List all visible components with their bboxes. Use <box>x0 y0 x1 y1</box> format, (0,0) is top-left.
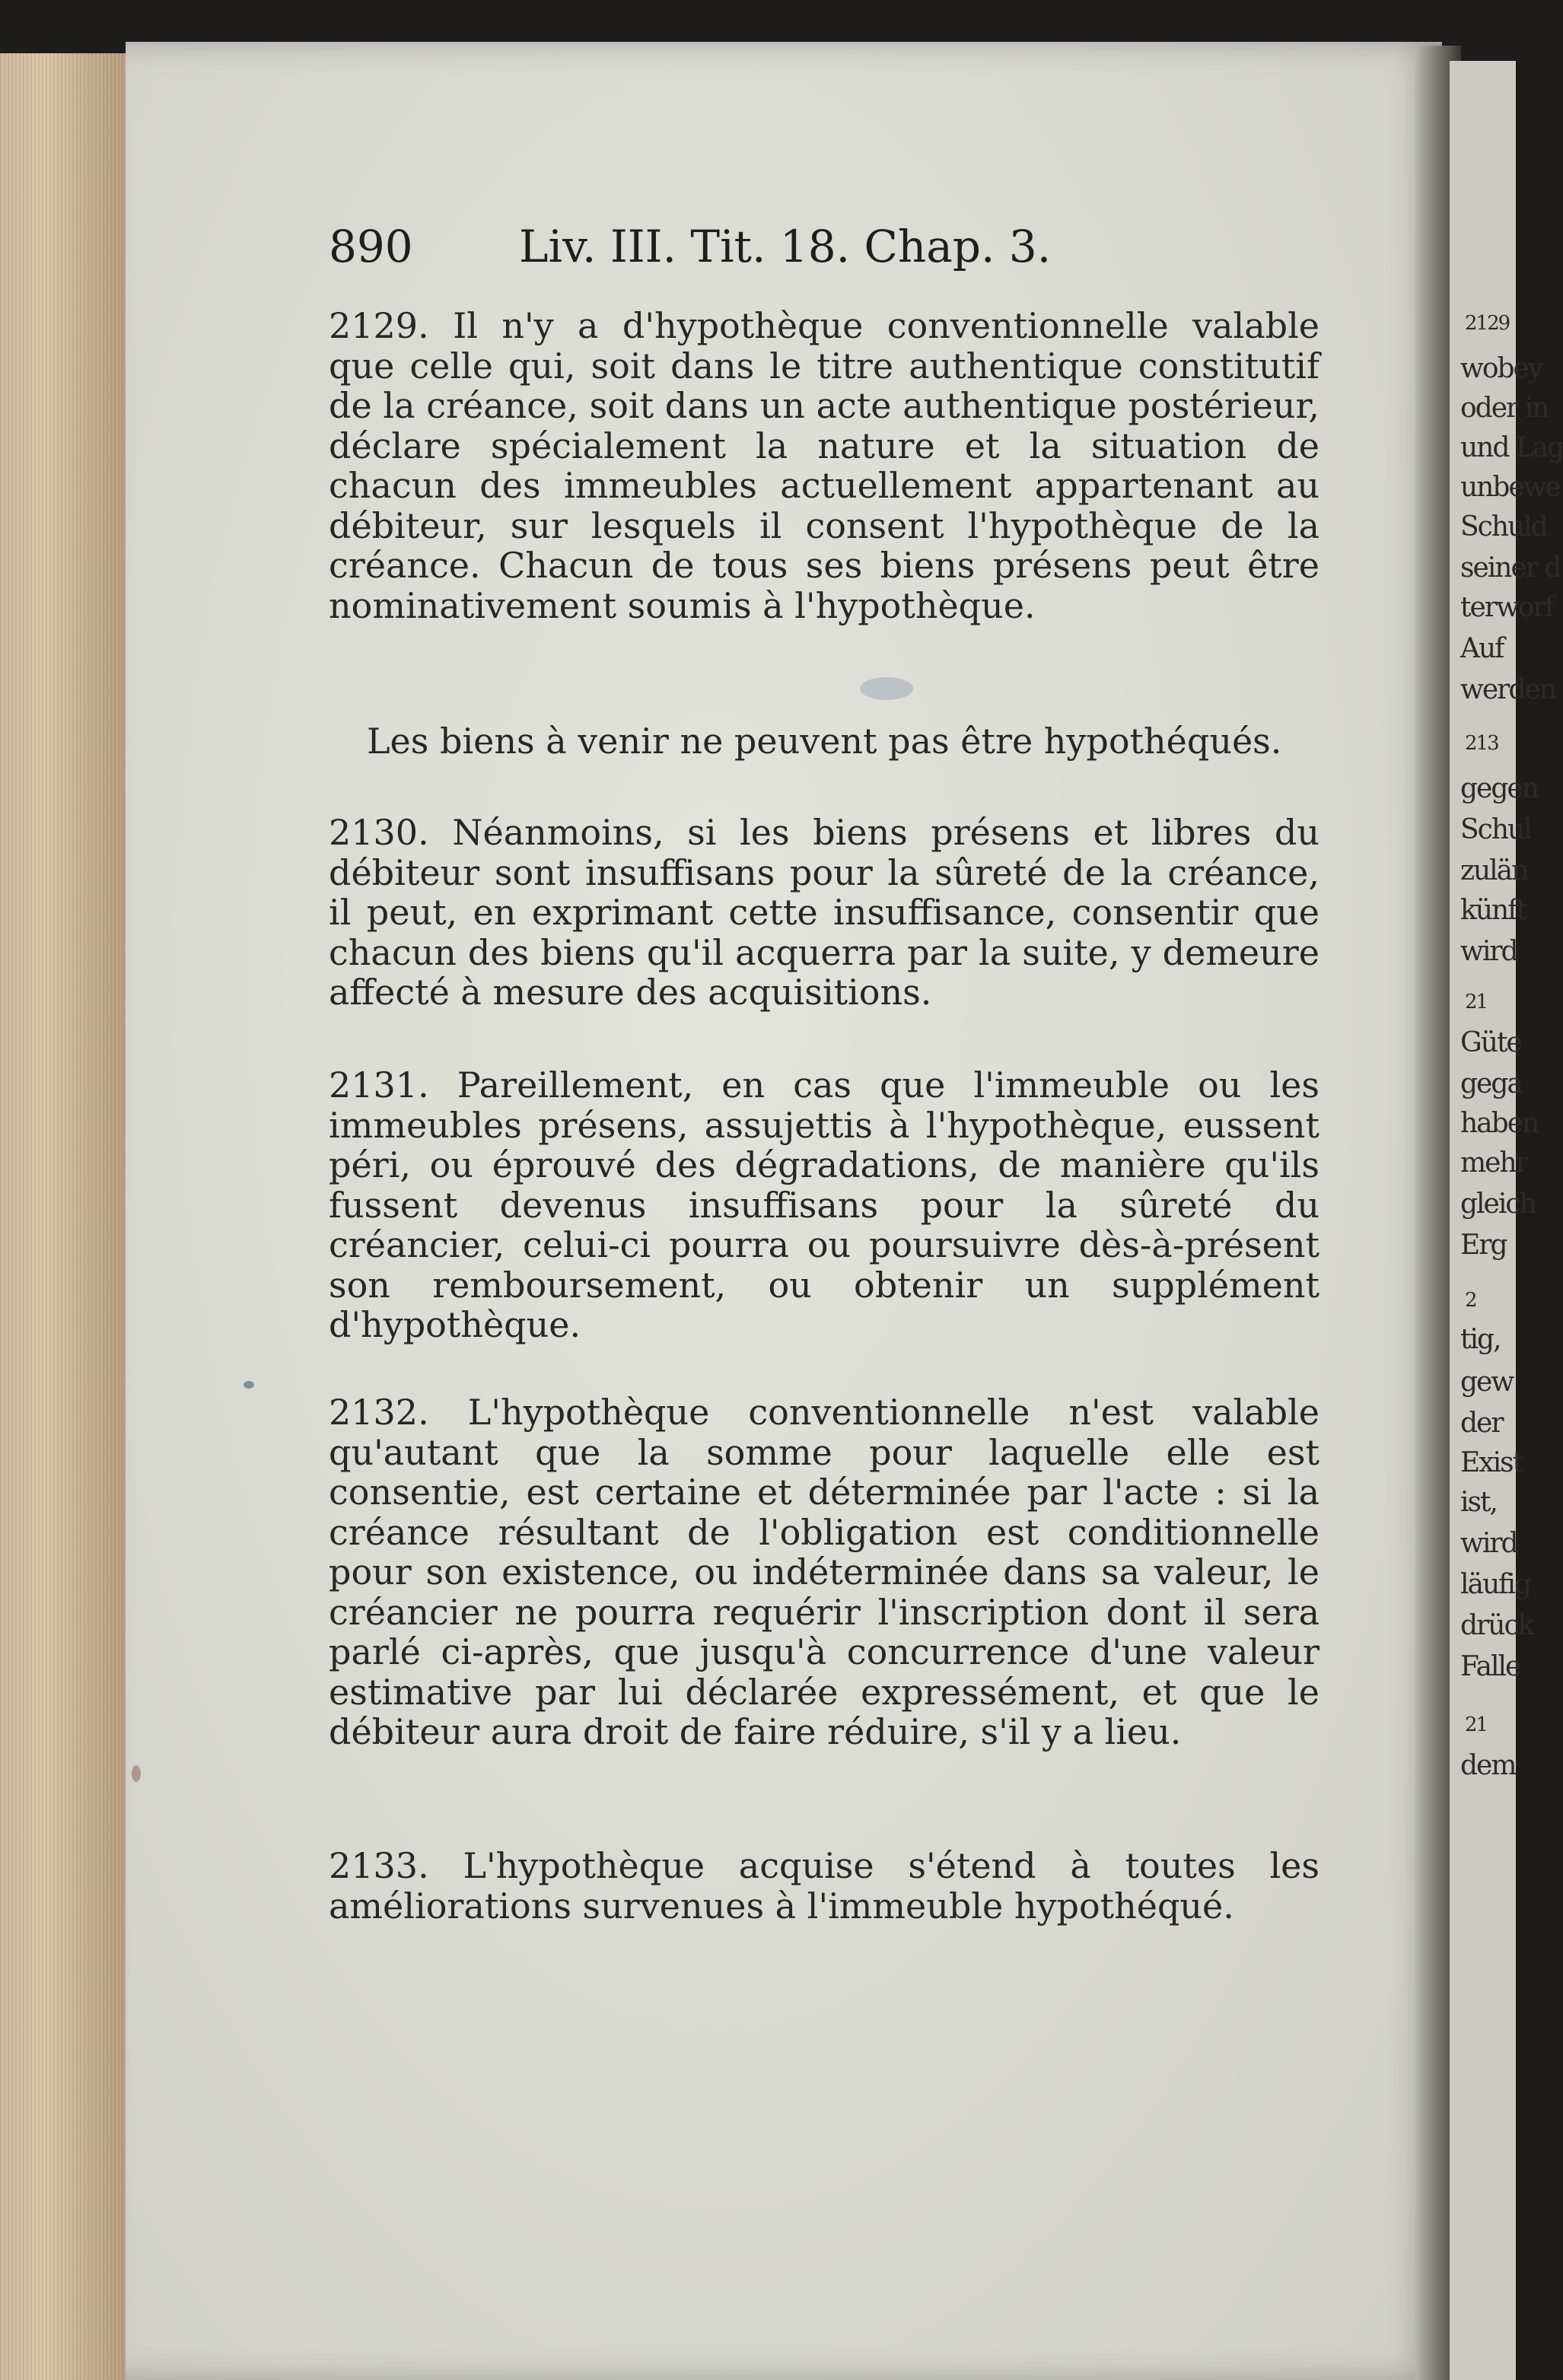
article-text: L'hypothèque conventionnelle n'est valable qu'autant que la somme pour laquelle elle est consentie, est certaine et déterminée par l'acte : si la créance résultant de l'obligation est conditionnelle pour son existence, ou indéterminée dans sa valeur, le créancier ne pourra requérir l'inscription dont il sera parlé ci-après, que jusqu'à concurrence d'une valeur estimative par lui déclarée expressément, et que le débiteur aura droit de faire réduire, s'il y a lieu. <box>329 1392 1320 1752</box>
facing-fragment: wobey <box>1460 353 1542 384</box>
facing-fragment: läufig <box>1460 1569 1531 1600</box>
running-title: Liv. III. Tit. 18. Chap. 3. <box>519 221 1052 272</box>
page-number: 890 <box>329 221 413 272</box>
facing-fragment: mehr <box>1460 1147 1527 1179</box>
article-number: 2132. <box>329 1392 429 1433</box>
article-2129 <box>329 306 1319 625</box>
article-2130 <box>329 813 1319 1013</box>
facing-fragment: wird <box>1460 1528 1517 1559</box>
facing-fragment: und Lag <box>1460 432 1563 463</box>
facing-fragment: 21 <box>1465 1713 1488 1736</box>
facing-fragment: zulän <box>1460 855 1528 886</box>
facing-fragment: 21 <box>1465 991 1488 1013</box>
facing-fragment: Erg <box>1460 1230 1507 1261</box>
facing-fragment: drück <box>1460 1610 1533 1641</box>
article-text: Les biens à venir ne peuvent pas être hypothéqués. <box>367 721 1282 762</box>
article-text: L'hypothèque acquise s'étend à toutes les améliorations survenues à l'immeuble hypothéqué. <box>329 1845 1319 1927</box>
facing-fragment: 2129 <box>1465 312 1510 335</box>
article-text: Il n'y a d'hypothèque conventionnelle valable que celle qui, soit dans le titre authentique constitutif de la créance, soit dans un acte authentique postérieur, déclare spécialement la nature et la situation de chacun des immeubles actuellement appartenant au débiteur, sur lesquels il consent l'hypothèque de la créance. Chacun de tous ses biens présens peut être nominativement soumis à l'hypothèque. <box>329 305 1320 626</box>
facing-fragment: wird <box>1460 936 1517 967</box>
facing-fragment: gleich <box>1460 1188 1536 1220</box>
facing-page <box>1450 61 1563 2380</box>
article-number: 2131. <box>329 1064 429 1106</box>
facing-fragment: werden <box>1460 674 1555 705</box>
article-2131 <box>329 1065 1319 1345</box>
facing-fragment: haben <box>1460 1108 1539 1139</box>
facing-fragment: seiner d <box>1460 552 1561 584</box>
article-2129-continuation <box>367 721 1319 762</box>
facing-fragment: Schul <box>1460 814 1531 845</box>
facing-fragment: 213 <box>1465 732 1498 755</box>
facing-fragment: Exist <box>1460 1447 1523 1478</box>
facing-fragment: 2 <box>1465 1289 1476 1312</box>
facing-fragment: Falle <box>1460 1651 1520 1682</box>
facing-fragment: künft <box>1460 895 1526 926</box>
article-text: Pareillement, en cas que l'immeuble ou les immeubles présens, assujettis à l'hypothèque, eussent péri, ou éprouvé des dégradations, de manière qu'ils fussent devenus insuffisans pour la sûreté du créancier, celui-ci pourra ou poursuivre dès-à-présent son remboursement, ou obtenir un supplément d'hypothèque. <box>329 1064 1319 1345</box>
paper-stain <box>132 1765 141 1782</box>
paper-stain <box>860 677 913 700</box>
facing-fragment: gegen <box>1460 773 1538 804</box>
book-page-edges <box>0 53 129 2380</box>
facing-fragment: oder in <box>1460 393 1549 424</box>
facing-fragment: der <box>1460 1408 1503 1439</box>
facing-fragment: Güte <box>1460 1027 1521 1058</box>
facing-fragment: gega <box>1460 1068 1522 1099</box>
article-2133 <box>329 1846 1319 1926</box>
facing-fragment: tig, <box>1460 1324 1501 1355</box>
facing-fragment: unbewe <box>1460 472 1560 503</box>
facing-fragment: gew <box>1460 1367 1514 1398</box>
article-text: Néanmoins, si les biens présens et libres du débiteur sont insuffisans pour la sûreté de la créance, il peut, en exprimant cette insuffisance, consentir que chacun des biens qu'il acquerra par la suite, y demeure affecté à mesure des acquisitions. <box>329 812 1319 1013</box>
facing-fragment: Auf <box>1460 633 1504 664</box>
article-number: 2130. <box>329 812 429 853</box>
article-number: 2129. <box>329 305 429 346</box>
article-number: 2133. <box>329 1845 429 1886</box>
facing-fragment: Schuld <box>1460 511 1547 542</box>
paper-stain <box>244 1381 254 1389</box>
running-header <box>329 221 1135 272</box>
facing-fragment: ist, <box>1460 1487 1497 1518</box>
facing-fragment: dem <box>1460 1750 1516 1781</box>
article-2132 <box>329 1392 1319 1752</box>
facing-fragment: terworf <box>1460 592 1554 623</box>
